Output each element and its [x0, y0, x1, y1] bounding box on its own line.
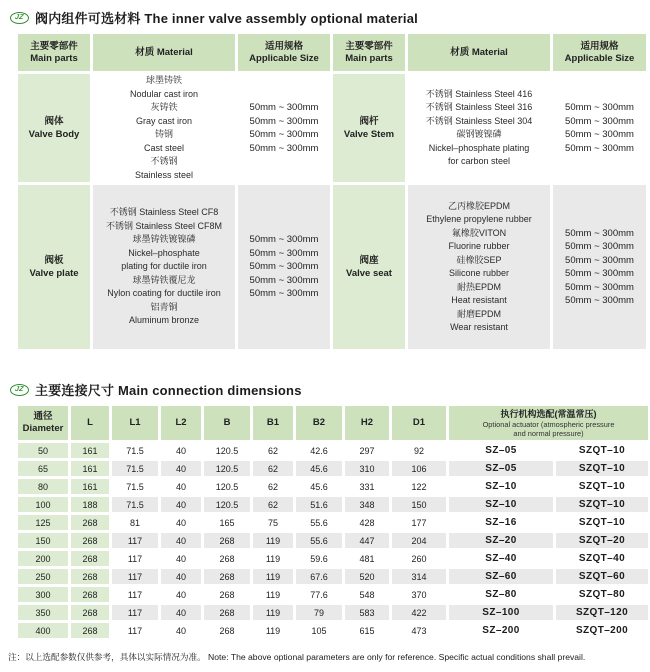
dimension-value-cell: 122 [392, 479, 446, 494]
dim-header-b1: B1 [253, 406, 293, 440]
dimension-value-cell: 268 [204, 569, 250, 584]
actuator-value-cell: SZ–05 [449, 461, 553, 476]
material-header-material: 材质 Material [408, 34, 550, 71]
brand-logo-letters: JZ [14, 14, 25, 21]
dimension-value-cell: 161 [71, 479, 109, 494]
material-list-cell: 不锈钢 Stainless Steel 416 不锈钢 Stainless Steel 316 不锈钢 Stainless Steel 304 碳钢镀镍磷 Nickel–phosphate plating for carbon steel [408, 74, 550, 182]
material-list-cell: 球墨铸铁 Nodular cast iron 灰铸铁 Gray cast iron 铸钢 Cast steel 不锈钢 Stainless steel [93, 74, 235, 182]
dimension-value-cell: 119 [253, 587, 293, 602]
dimension-value-cell: 150 [392, 497, 446, 512]
dimension-value-cell: 177 [392, 515, 446, 530]
dimension-value-cell: 150 [18, 533, 68, 548]
dimension-value-cell: 548 [345, 587, 389, 602]
dimension-value-cell: 80 [18, 479, 68, 494]
dimension-value-cell: 40 [161, 623, 201, 638]
actuator-value-cell: SZQT–10 [556, 515, 648, 530]
dim-header-l2: L2 [161, 406, 201, 440]
part-name-cell: 阀体 Valve Body [18, 74, 90, 182]
actuator-value-cell: SZ–05 [449, 443, 553, 458]
material-list-cell: 不锈钢 Stainless Steel CF8 不锈钢 Stainless Steel CF8M 球墨铸铁镀镍磷 Nickel–phosphate plating for ductile iron 球墨铸铁覆尼龙 Nylon coating for ductile iron 铝青铜 Aluminum bronze [93, 185, 235, 349]
dimension-value-cell: 350 [18, 605, 68, 620]
dimension-value-cell: 268 [204, 605, 250, 620]
dimension-value-cell: 119 [253, 551, 293, 566]
brand-logo-icon [10, 12, 29, 24]
dimension-value-cell: 314 [392, 569, 446, 584]
dimension-value-cell: 268 [204, 587, 250, 602]
actuator-value-cell: SZ–100 [449, 605, 553, 620]
dimension-value-cell: 120.5 [204, 497, 250, 512]
dimension-value-cell: 117 [112, 623, 158, 638]
dimension-value-cell: 125 [18, 515, 68, 530]
dimension-value-cell: 583 [345, 605, 389, 620]
dimension-value-cell: 62 [253, 479, 293, 494]
dimension-section-title-text: 主要连接尺寸 Main connection dimensions [35, 383, 302, 398]
dimension-value-cell: 260 [392, 551, 446, 566]
dimension-value-cell: 40 [161, 551, 201, 566]
dimension-value-cell: 65 [18, 461, 68, 476]
dimension-value-cell: 481 [345, 551, 389, 566]
dimension-value-cell: 42.6 [296, 443, 342, 458]
dimension-value-cell: 40 [161, 569, 201, 584]
dimension-value-cell: 117 [112, 605, 158, 620]
dimension-value-cell: 105 [296, 623, 342, 638]
material-header-main-parts: 主要零部件 Main parts [18, 34, 90, 71]
dimension-value-cell: 51.6 [296, 497, 342, 512]
dimension-value-cell: 268 [204, 623, 250, 638]
dimension-value-cell: 120.5 [204, 479, 250, 494]
dim-header-l: L [71, 406, 109, 440]
dimension-value-cell: 92 [392, 443, 446, 458]
dimension-value-cell: 55.6 [296, 533, 342, 548]
dimension-value-cell: 117 [112, 533, 158, 548]
dimension-value-cell: 40 [161, 461, 201, 476]
dimension-value-cell: 268 [71, 587, 109, 602]
material-list-cell: 乙丙橡胶EPDM Ethylene propylene rubber 氟橡胶VITON Fluorine rubber 硅橡胶SEP Silicone rubber 耐热EPDM Heat resistant 耐磨EPDM Wear resistant [408, 185, 550, 349]
dimension-value-cell: 422 [392, 605, 446, 620]
dimension-value-cell: 400 [18, 623, 68, 638]
material-section-title-text: 阀内组件可选材料 The inner valve assembly optional material [35, 11, 418, 26]
dim-header-d1: D1 [392, 406, 446, 440]
part-name-cell: 阀座 Valve seat [333, 185, 405, 349]
dimension-value-cell: 297 [345, 443, 389, 458]
actuator-value-cell: SZQT–80 [556, 587, 648, 602]
actuator-value-cell: SZ–60 [449, 569, 553, 584]
actuator-value-cell: SZQT–10 [556, 497, 648, 512]
dimension-value-cell: 268 [71, 623, 109, 638]
dimension-value-cell: 188 [71, 497, 109, 512]
size-list-cell: 50mm ~ 300mm 50mm ~ 300mm 50mm ~ 300mm 50mm ~ 300mm 50mm ~ 300mm [238, 185, 330, 349]
dimension-value-cell: 40 [161, 497, 201, 512]
dimension-value-cell: 200 [18, 551, 68, 566]
dimension-value-cell: 161 [71, 461, 109, 476]
dim-header-actuator: 执行机构选配(常温常压) Optional actuator (atmospheric pressure and normal pressure) [449, 406, 648, 440]
dimension-value-cell: 62 [253, 461, 293, 476]
footnote: 注：以上选配参数仅供参考，具体以实际情况为准。 Note: The above optional parameters are only for reference. Specific actual conditions shall prevail. [8, 652, 586, 662]
dimension-value-cell: 268 [71, 533, 109, 548]
actuator-value-cell: SZ–80 [449, 587, 553, 602]
dimension-value-cell: 119 [253, 569, 293, 584]
dimension-value-cell: 55.6 [296, 515, 342, 530]
dimension-value-cell: 40 [161, 533, 201, 548]
dimension-value-cell: 428 [345, 515, 389, 530]
actuator-value-cell: SZQT–10 [556, 443, 648, 458]
actuator-value-cell: SZQT–20 [556, 533, 648, 548]
part-name-cell: 阀杆 Valve Stem [333, 74, 405, 182]
dimension-value-cell: 71.5 [112, 443, 158, 458]
dimension-value-cell: 120.5 [204, 461, 250, 476]
dimension-value-cell: 45.6 [296, 461, 342, 476]
dimension-value-cell: 40 [161, 479, 201, 494]
dimension-value-cell: 40 [161, 515, 201, 530]
dimension-value-cell: 117 [112, 569, 158, 584]
material-table [18, 34, 648, 349]
material-header-applicable-size: 适用规格 Applicable Size [238, 34, 330, 71]
actuator-value-cell: SZQT–40 [556, 551, 648, 566]
dimension-value-cell: 77.6 [296, 587, 342, 602]
dimension-value-cell: 268 [71, 569, 109, 584]
dimension-value-cell: 117 [112, 587, 158, 602]
dimension-value-cell: 615 [345, 623, 389, 638]
dimension-value-cell: 62 [253, 443, 293, 458]
dimension-value-cell: 300 [18, 587, 68, 602]
material-section-title [10, 8, 650, 27]
size-list-cell: 50mm ~ 300mm 50mm ~ 300mm 50mm ~ 300mm 50mm ~ 300mm 50mm ~ 300mm 50mm ~ 300mm [553, 185, 646, 349]
dimension-value-cell: 50 [18, 443, 68, 458]
dimension-value-cell: 370 [392, 587, 446, 602]
dimension-value-cell: 161 [71, 443, 109, 458]
dimension-value-cell: 268 [71, 605, 109, 620]
dimension-value-cell: 106 [392, 461, 446, 476]
size-list-cell: 50mm ~ 300mm 50mm ~ 300mm 50mm ~ 300mm 50mm ~ 300mm [553, 74, 646, 182]
dimension-value-cell: 119 [253, 605, 293, 620]
dimension-value-cell: 204 [392, 533, 446, 548]
brand-logo-letters: JZ [14, 386, 25, 393]
dimension-value-cell: 268 [71, 551, 109, 566]
dimension-value-cell: 268 [204, 533, 250, 548]
dimension-value-cell: 165 [204, 515, 250, 530]
actuator-value-cell: SZQT–10 [556, 461, 648, 476]
dimension-value-cell: 62 [253, 497, 293, 512]
dimension-value-cell: 75 [253, 515, 293, 530]
dimension-value-cell: 268 [71, 515, 109, 530]
actuator-value-cell: SZ–10 [449, 479, 553, 494]
actuator-value-cell: SZ–200 [449, 623, 553, 638]
actuator-value-cell: SZQT–60 [556, 569, 648, 584]
dimension-value-cell: 447 [345, 533, 389, 548]
dimension-value-cell: 40 [161, 605, 201, 620]
size-list-cell: 50mm ~ 300mm 50mm ~ 300mm 50mm ~ 300mm 50mm ~ 300mm [238, 74, 330, 182]
dimension-value-cell: 71.5 [112, 497, 158, 512]
dimension-value-cell: 40 [161, 587, 201, 602]
dimension-value-cell: 117 [112, 551, 158, 566]
actuator-value-cell: SZ–20 [449, 533, 553, 548]
dimension-value-cell: 71.5 [112, 461, 158, 476]
dim-header-h2: H2 [345, 406, 389, 440]
dim-header-b: B [204, 406, 250, 440]
dimension-value-cell: 119 [253, 533, 293, 548]
dimension-value-cell: 67.6 [296, 569, 342, 584]
dimension-value-cell: 250 [18, 569, 68, 584]
dimension-value-cell: 119 [253, 623, 293, 638]
dimension-value-cell: 120.5 [204, 443, 250, 458]
material-header-main-parts: 主要零部件 Main parts [333, 34, 405, 71]
dimension-value-cell: 473 [392, 623, 446, 638]
actuator-value-cell: SZQT–120 [556, 605, 648, 620]
dimension-value-cell: 268 [204, 551, 250, 566]
dimension-value-cell: 520 [345, 569, 389, 584]
material-header-applicable-size: 适用规格 Applicable Size [553, 34, 646, 71]
brand-logo-icon [10, 384, 29, 396]
dim-header-b2: B2 [296, 406, 342, 440]
part-name-cell: 阀板 Valve plate [18, 185, 90, 349]
actuator-value-cell: SZ–16 [449, 515, 553, 530]
dimension-value-cell: 331 [345, 479, 389, 494]
material-header-material: 材质 Material [93, 34, 235, 71]
actuator-value-cell: SZQT–200 [556, 623, 648, 638]
dim-header-l1: L1 [112, 406, 158, 440]
dimension-section-title [10, 380, 650, 399]
dim-header-diameter: 通径 Diameter [18, 406, 68, 440]
dimension-value-cell: 81 [112, 515, 158, 530]
dimension-value-cell: 45.6 [296, 479, 342, 494]
dimension-value-cell: 71.5 [112, 479, 158, 494]
actuator-value-cell: SZQT–10 [556, 479, 648, 494]
dimension-value-cell: 348 [345, 497, 389, 512]
dimension-value-cell: 100 [18, 497, 68, 512]
dimension-value-cell: 310 [345, 461, 389, 476]
dimension-value-cell: 40 [161, 443, 201, 458]
dimension-value-cell: 79 [296, 605, 342, 620]
actuator-value-cell: SZ–10 [449, 497, 553, 512]
dimension-table [18, 406, 648, 638]
dimension-value-cell: 59.6 [296, 551, 342, 566]
actuator-value-cell: SZ–40 [449, 551, 553, 566]
